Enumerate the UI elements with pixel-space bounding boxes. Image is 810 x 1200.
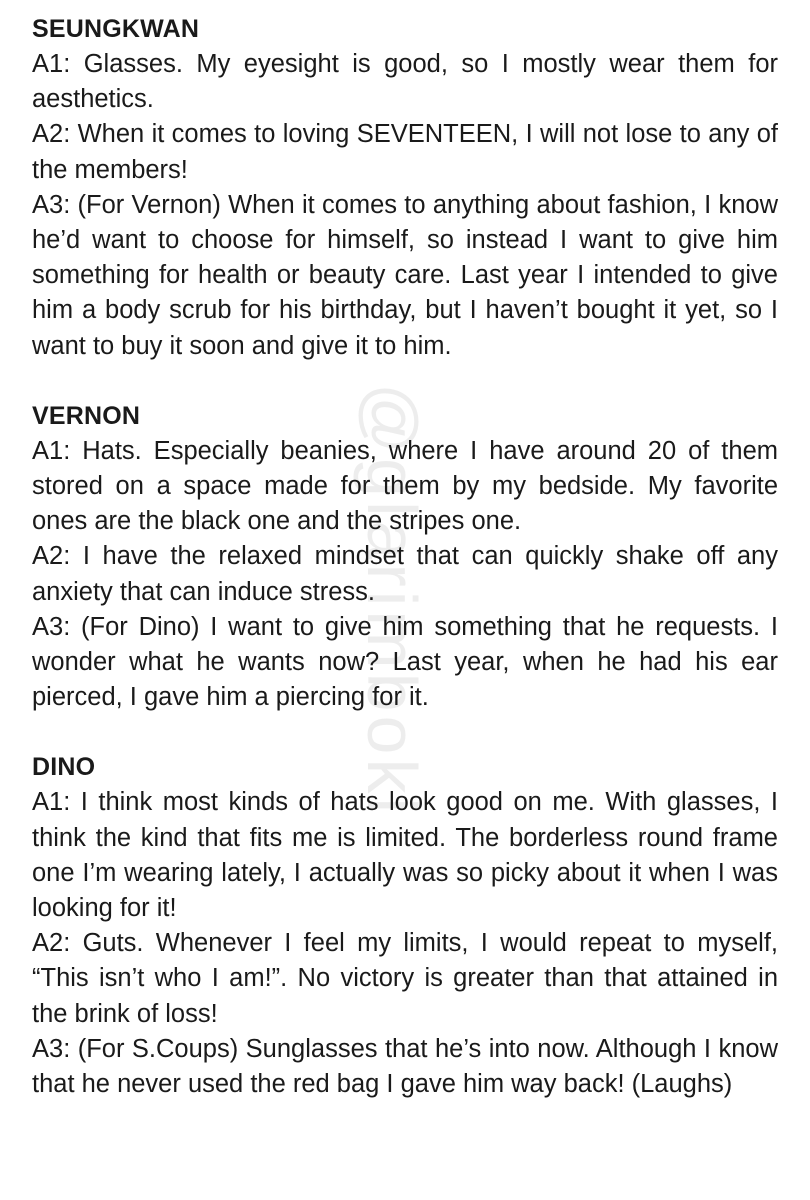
document-body <box>32 12 778 1137</box>
section-dino <box>32 750 778 1102</box>
answer-a2: A2: I have the relaxed mindset that can quickly shake off any anxiety that can induce stress. <box>32 542 778 606</box>
member-name: DINO <box>32 753 96 782</box>
section-seungkwan <box>32 12 778 364</box>
section-vernon <box>32 399 778 716</box>
answer-a2: A2: When it comes to loving SEVENTEEN, I will not lose to any of the members! <box>32 120 778 184</box>
answer-a3: A3: (For S.Coups) Sunglasses that he’s into now. Although I know that he never used the red bag I gave him way back! (Laughs) <box>32 1034 778 1099</box>
answer-a2: A2: Guts. Whenever I feel my limits, I would repeat to myself, “This isn’t who I am!”. No victory is greater than that attained in the brink of loss! <box>32 929 778 1028</box>
answer-a3: A3: (For Dino) I want to give him something that he requests. I wonder what he wants now? Last year, when he had his ear pierced, I gave him a piercing for it. <box>32 612 778 712</box>
answer-a1: A1: Glasses. My eyesight is good, so I mostly wear them for aesthetics. <box>32 50 778 114</box>
watermark: @glarimboki <box>353 382 431 818</box>
answer-a1: A1: I think most kinds of hats look good on me. With glasses, I think the kind that fits me is limited. The borderless round frame one I’m wearing lately, I actually was so picky about it when I was looking for it! <box>32 788 778 923</box>
member-name: VERNON <box>32 401 141 430</box>
member-name: SEUNGKWAN <box>32 15 200 43</box>
answer-a1: A1: Hats. Especially beanies, where I have around 20 of them stored on a space made for them by my bedside. My favorite ones are the black one and the stripes one. <box>32 436 778 536</box>
answer-a3: A3: (For Vernon) When it comes to anything about fashion, I know he’d want to choose for himself, so instead I want to give him something for health or beauty care. Last year I intended to give him a body scrub for his birthday, but I haven’t bought it yet, so I want to buy it soon and give it to him. <box>32 190 778 360</box>
